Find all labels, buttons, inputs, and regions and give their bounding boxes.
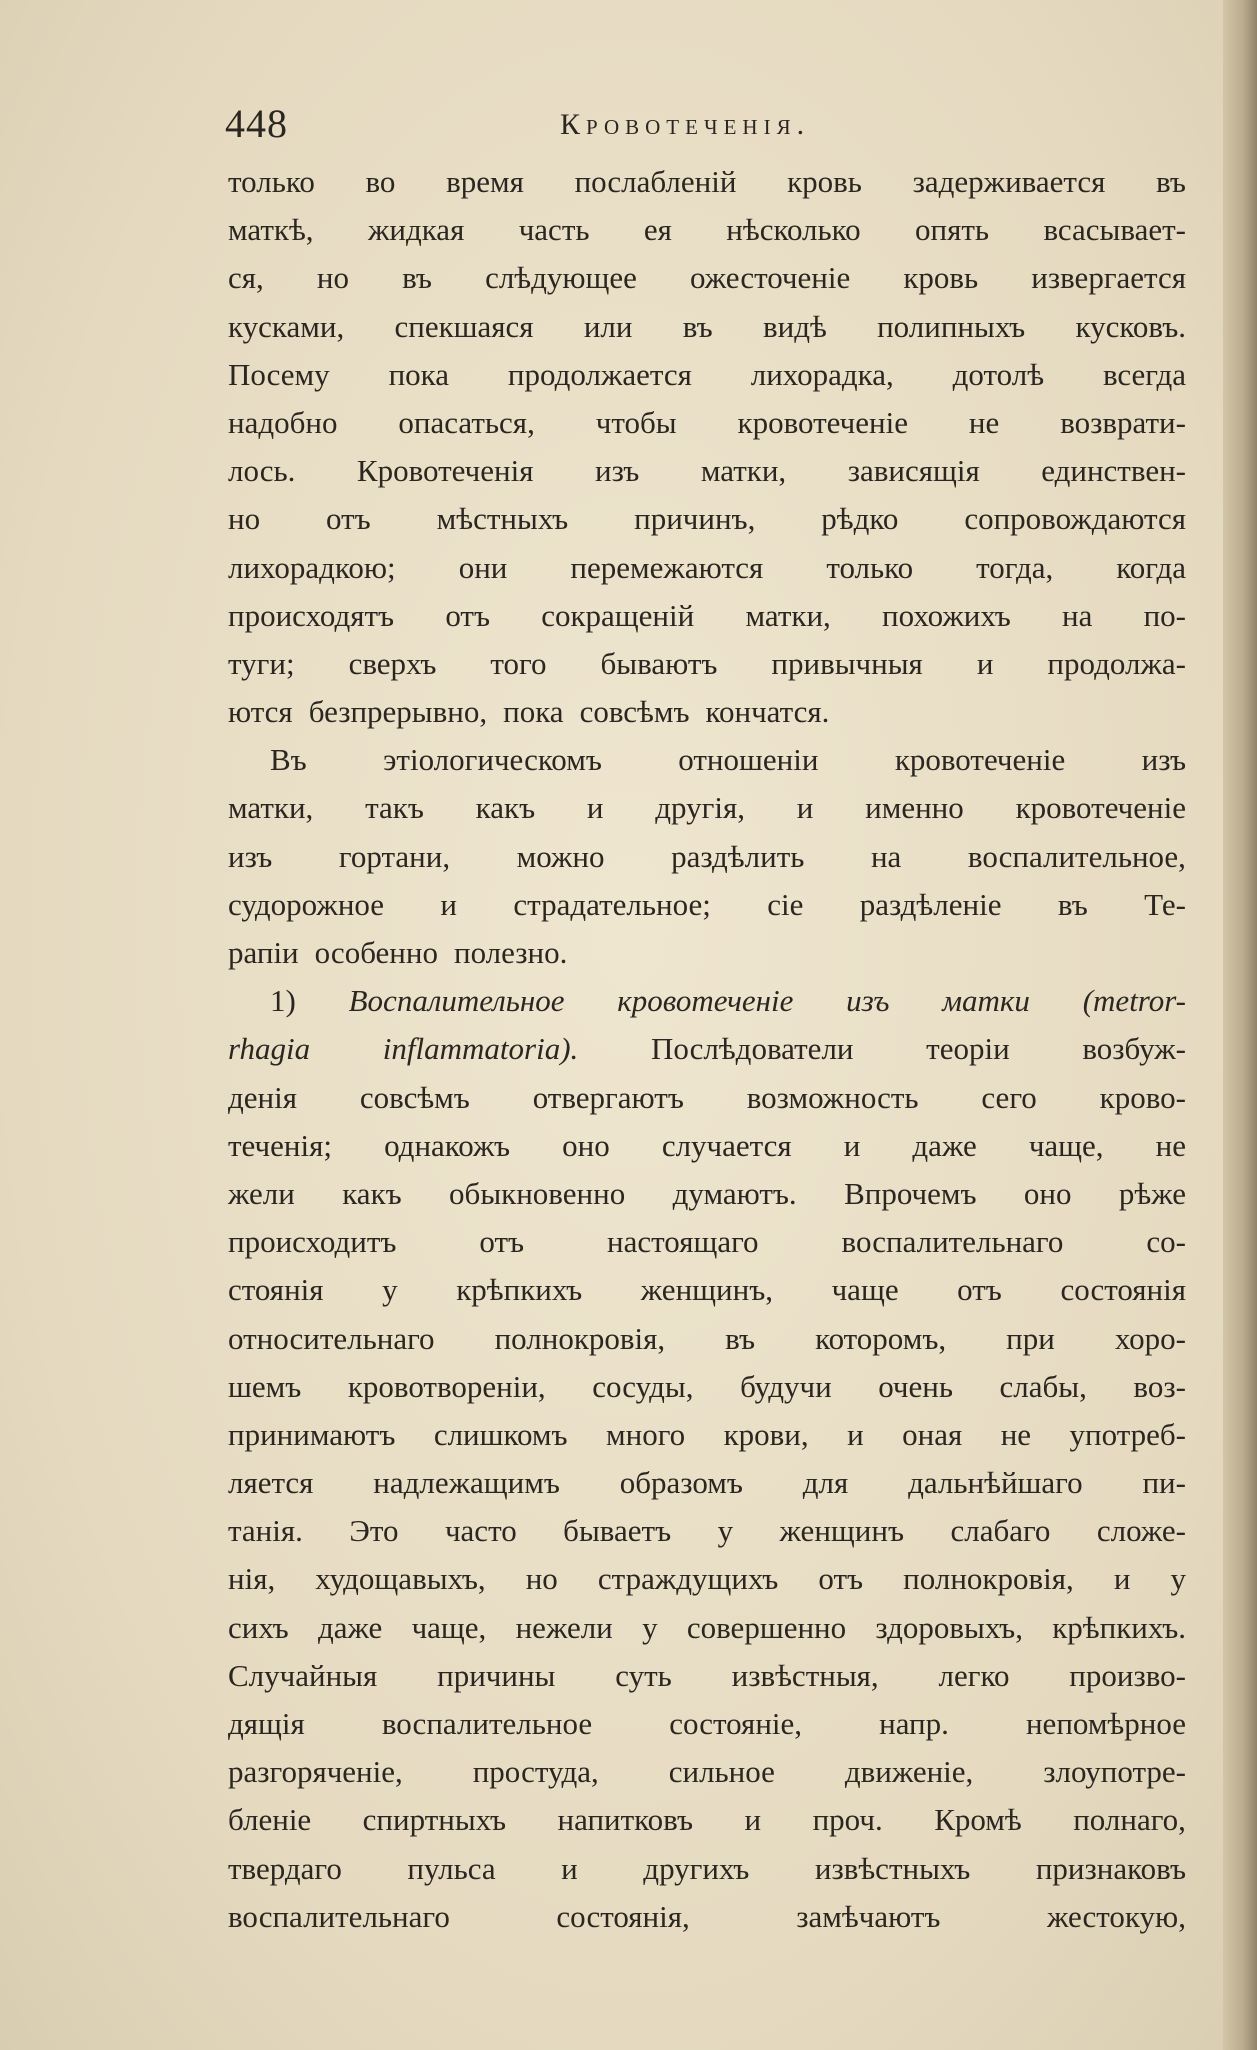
word: и	[847, 1416, 864, 1452]
word: но	[525, 1561, 558, 1597]
text-line	[228, 688, 1186, 736]
word: полнаго,	[1073, 1802, 1186, 1838]
text-line	[228, 1363, 1186, 1411]
word: на	[870, 838, 902, 874]
word: худощавыхъ,	[315, 1561, 486, 1597]
word: даже	[317, 1609, 383, 1645]
word: извѣстныя,	[731, 1657, 879, 1693]
text-line	[228, 1555, 1186, 1603]
word: образомъ	[619, 1465, 743, 1501]
word: полезно.	[454, 935, 568, 970]
word: во	[365, 164, 396, 199]
word: однакожъ	[384, 1127, 511, 1163]
word: единствен-	[1041, 453, 1186, 489]
word: теоріи	[926, 1031, 1010, 1067]
word: бываетъ	[563, 1513, 672, 1549]
word: много	[606, 1416, 686, 1452]
word: такъ	[365, 790, 424, 826]
word: нія,	[228, 1561, 276, 1597]
word: изъ	[595, 453, 640, 489]
word: у	[382, 1272, 398, 1308]
word: настоящаго	[607, 1224, 759, 1260]
word: ются	[228, 694, 293, 730]
word: употреб-	[1069, 1416, 1186, 1452]
word: тогда,	[976, 549, 1054, 585]
text-line	[228, 158, 1186, 206]
text-line	[228, 977, 1186, 1025]
text-line	[228, 495, 1186, 543]
word: замѣчаютъ	[796, 1898, 941, 1934]
word: стоянія	[228, 1272, 324, 1308]
word: относительнаго	[228, 1320, 435, 1356]
word: со-	[1146, 1224, 1186, 1260]
word: слабы,	[999, 1368, 1087, 1404]
word: для	[802, 1465, 849, 1501]
word: послабленій	[574, 164, 737, 199]
word: страдательное;	[513, 886, 711, 922]
word: воспалительнаго	[228, 1898, 450, 1934]
word: изъ	[228, 838, 273, 874]
word: совсѣмъ	[359, 1079, 470, 1115]
word: причины	[437, 1657, 556, 1693]
word: кровотеченіе	[737, 404, 908, 440]
word: сокращеній	[541, 597, 695, 633]
text-line	[228, 1652, 1186, 1700]
word: перемежаются	[570, 549, 764, 585]
word: напр.	[879, 1706, 949, 1741]
text-line	[228, 1845, 1186, 1893]
word: изъ	[846, 983, 890, 1019]
word: простуда,	[472, 1754, 599, 1790]
word: надлежащимъ	[373, 1465, 560, 1501]
word: кусковъ.	[1075, 308, 1186, 344]
text-line	[228, 1459, 1186, 1507]
word: крово-	[1099, 1079, 1186, 1115]
word: Те-	[1144, 886, 1186, 922]
word: спекшаяся	[394, 308, 534, 344]
word: чаще,	[411, 1609, 487, 1645]
word: отъ	[957, 1272, 1002, 1308]
word: Кровотеченія	[356, 453, 534, 489]
text-line	[228, 640, 1186, 688]
word: время	[446, 164, 524, 199]
text-line	[228, 1748, 1186, 1796]
word: того	[490, 645, 547, 681]
text-line	[228, 206, 1186, 254]
text-line	[228, 1170, 1186, 1218]
word: суть	[615, 1657, 672, 1693]
word: движеніе,	[844, 1754, 974, 1790]
word: крѣпкихъ	[456, 1272, 583, 1308]
word: возбуж-	[1082, 1031, 1186, 1067]
word: гортани,	[338, 838, 451, 874]
text-line	[228, 399, 1186, 447]
word: легко	[938, 1657, 1010, 1693]
word: у	[1170, 1561, 1186, 1597]
word: нежели	[515, 1609, 613, 1645]
word: состоянія	[1060, 1272, 1186, 1308]
word: 1)	[270, 983, 296, 1019]
word: матки	[942, 983, 1030, 1019]
book-spine-shadow	[1223, 0, 1257, 2050]
body-text	[228, 158, 1186, 1941]
text-line	[228, 1507, 1186, 1555]
word: пока	[503, 694, 564, 730]
word: дящія	[228, 1706, 305, 1741]
word: въ	[402, 260, 432, 296]
word: причинъ,	[634, 501, 756, 537]
word: какъ	[342, 1175, 402, 1211]
word: ея	[643, 212, 672, 248]
word: извергается	[1031, 260, 1186, 296]
word: полипныхъ	[877, 308, 1026, 344]
word: непомѣрное	[1025, 1706, 1186, 1741]
word: матки,	[700, 453, 787, 489]
text-line	[228, 1025, 1186, 1073]
text-line	[228, 1411, 1186, 1459]
word: страждущихъ	[597, 1561, 779, 1597]
word: пока	[388, 356, 450, 392]
word: будучи	[740, 1368, 832, 1404]
word: сопровождаются	[964, 501, 1186, 537]
word: и	[976, 645, 994, 681]
word: кусками,	[228, 308, 345, 344]
word: теченія;	[228, 1127, 332, 1163]
word: оная	[902, 1416, 963, 1452]
word: какъ	[475, 790, 536, 826]
word: воз-	[1133, 1368, 1186, 1404]
word: не	[968, 404, 1000, 440]
word: рѣдко	[821, 501, 899, 537]
word: особенно	[314, 935, 438, 970]
word: когда	[1116, 549, 1186, 585]
word: и	[440, 886, 458, 922]
word: совершенно	[686, 1609, 847, 1645]
word: дотолѣ	[952, 356, 1045, 392]
word: (metror-	[1082, 983, 1186, 1019]
word: полнокровія,	[903, 1561, 1074, 1597]
word: даже	[912, 1127, 977, 1163]
word: у	[717, 1513, 734, 1549]
word: воспалительное,	[967, 838, 1186, 874]
text-line	[228, 351, 1186, 399]
word: Посему	[228, 356, 330, 392]
word: произво-	[1069, 1657, 1186, 1693]
word: извѣстныхъ	[814, 1850, 971, 1886]
word: въ	[1156, 164, 1186, 199]
word: бленіе	[228, 1802, 312, 1838]
word: кровотеченіе	[617, 983, 794, 1019]
word: Воспалительное	[348, 983, 565, 1019]
text-line	[228, 1122, 1186, 1170]
word: или	[583, 308, 633, 344]
text-line	[228, 1700, 1186, 1748]
word: напитковъ	[557, 1802, 694, 1838]
word: отъ	[445, 597, 490, 633]
word: обыкновенно	[449, 1175, 626, 1211]
word: отъ	[818, 1561, 864, 1597]
word: продолжается	[507, 356, 692, 392]
word: танія.	[228, 1513, 303, 1549]
word: лихорадка,	[750, 356, 894, 392]
word: очень	[878, 1368, 953, 1404]
word: слѣдующее	[485, 260, 637, 296]
word: раздѣлить	[671, 838, 805, 874]
text-line	[228, 447, 1186, 495]
word: случается	[661, 1127, 792, 1163]
word: чаще,	[1028, 1127, 1104, 1163]
word: на	[1061, 597, 1093, 633]
text-line	[228, 736, 1186, 784]
word: дальнѣйшаго	[908, 1465, 1083, 1501]
word: совсѣмъ	[579, 694, 690, 730]
word: и	[561, 1850, 578, 1886]
word: жели	[228, 1175, 295, 1211]
word: бываютъ	[600, 645, 718, 681]
word: состояніе,	[669, 1706, 803, 1741]
word: кончатся.	[705, 694, 830, 730]
word: спиртныхъ	[362, 1802, 507, 1838]
word: всегда	[1102, 356, 1186, 392]
word: но	[316, 260, 349, 296]
word: часть	[518, 212, 590, 248]
word: этіологическомъ	[383, 742, 602, 778]
word: часто	[444, 1513, 517, 1549]
word: отъ	[326, 501, 371, 537]
text-line	[228, 1218, 1186, 1266]
word: принимаютъ	[228, 1416, 396, 1452]
word: Кромѣ	[934, 1802, 1022, 1838]
word: судорожное	[228, 886, 385, 922]
text-line	[228, 1074, 1186, 1122]
text-line	[228, 881, 1186, 929]
word: кровь	[903, 260, 979, 296]
word: они	[458, 549, 508, 585]
word: раздѣленіе	[859, 886, 1002, 922]
word: въ	[725, 1320, 756, 1356]
word: нѣсколько	[726, 212, 861, 248]
word: пульса	[407, 1850, 496, 1886]
word: жестокую,	[1046, 1898, 1186, 1934]
page-number: 448	[225, 101, 288, 146]
word: и	[586, 790, 604, 826]
word: маткѣ,	[228, 212, 314, 248]
word: ожесточеніе	[690, 260, 851, 296]
word: чаще	[831, 1272, 899, 1308]
text-line	[228, 929, 1186, 977]
word: Это	[349, 1513, 399, 1549]
word: твердаго	[228, 1850, 342, 1886]
word: отвергаютъ	[532, 1079, 684, 1115]
word: сверхъ	[348, 645, 437, 681]
word: можно	[516, 838, 605, 874]
word: воспалительнаго	[841, 1224, 1064, 1260]
word: продолжа-	[1047, 645, 1186, 681]
word: сложе-	[1096, 1513, 1186, 1549]
word: слабаго	[950, 1513, 1051, 1549]
word: другихъ	[643, 1850, 750, 1886]
word: задерживается	[912, 164, 1106, 199]
word: матки,	[228, 790, 314, 826]
text-line	[228, 833, 1186, 881]
word: полнокровія,	[494, 1320, 666, 1356]
word: здоровыхъ,	[875, 1609, 1023, 1645]
text-line	[228, 1893, 1186, 1941]
text-line	[228, 784, 1186, 832]
word: чтобы	[595, 404, 677, 440]
word: лось.	[228, 453, 296, 489]
word: при	[1006, 1320, 1055, 1356]
word: рѣже	[1118, 1175, 1186, 1211]
word: состоянія,	[556, 1898, 690, 1934]
word: происходятъ	[228, 597, 395, 633]
word: возможность	[746, 1079, 919, 1115]
word: ся,	[228, 260, 264, 296]
word: по-	[1143, 597, 1186, 633]
text-line	[228, 1315, 1186, 1363]
word: сихъ	[228, 1609, 289, 1645]
word: сильное	[668, 1754, 775, 1790]
text-line	[228, 1604, 1186, 1652]
word: не	[1155, 1127, 1186, 1163]
word: жидкая	[367, 212, 465, 248]
text-line	[228, 303, 1186, 351]
word: въ	[1057, 886, 1088, 922]
word: кровотвореніи,	[347, 1368, 546, 1404]
word: но	[228, 501, 261, 537]
word: признаковъ	[1035, 1850, 1186, 1886]
word: кровотеченіе	[1015, 790, 1186, 826]
word: слишкомъ	[433, 1416, 568, 1452]
word: сіе	[767, 886, 804, 922]
word: Послѣдователи	[650, 1031, 854, 1067]
word: кровотеченіе	[894, 742, 1066, 778]
word: другія,	[655, 790, 745, 826]
word: шемъ	[228, 1368, 302, 1404]
word: оно	[1023, 1175, 1072, 1211]
word: крѣпкихъ.	[1052, 1609, 1186, 1645]
word: оно	[562, 1127, 610, 1163]
text-line	[228, 254, 1186, 302]
word: матки,	[745, 597, 831, 633]
word: Въ	[270, 742, 307, 778]
word: денія	[228, 1079, 297, 1115]
word: и	[744, 1802, 762, 1838]
word: и	[1113, 1561, 1131, 1597]
word: злоупотре-	[1043, 1754, 1186, 1790]
word: и	[843, 1127, 861, 1163]
word: которомъ,	[815, 1320, 947, 1356]
word: rhagia	[228, 1031, 311, 1067]
text-line	[228, 544, 1186, 592]
word: ляется	[228, 1465, 314, 1501]
word: хоро-	[1114, 1320, 1186, 1356]
word: кровь	[787, 164, 862, 199]
word: лихорадкою;	[228, 549, 396, 585]
word: отъ	[479, 1224, 525, 1260]
word: Случайныя	[228, 1657, 378, 1693]
word: отношеніи	[678, 742, 819, 778]
word: видѣ	[762, 308, 827, 344]
word: сего	[981, 1079, 1037, 1115]
word: думаютъ.	[672, 1175, 797, 1211]
running-title: Кровотеченія.	[560, 108, 811, 141]
page-header	[225, 100, 1185, 150]
word: Впрочемъ	[844, 1175, 977, 1211]
word: возврати-	[1060, 404, 1186, 440]
word: у	[642, 1609, 658, 1645]
text-line	[228, 1266, 1186, 1314]
word: пи-	[1142, 1465, 1186, 1501]
word: рапіи	[228, 935, 299, 970]
word: всасывает-	[1043, 212, 1186, 248]
word: сосуды,	[592, 1368, 694, 1404]
word: именно	[865, 790, 964, 826]
word: воспалительное	[381, 1706, 593, 1741]
word: не	[1000, 1416, 1032, 1452]
word: въ	[682, 308, 713, 344]
word: женщинъ	[779, 1513, 904, 1549]
word: и	[796, 790, 814, 826]
word: женщинъ,	[640, 1272, 773, 1308]
word: зависящія	[847, 453, 980, 489]
word: опять	[915, 212, 990, 248]
word: изъ	[1141, 742, 1186, 778]
word: происходитъ	[228, 1224, 397, 1260]
word: только	[228, 164, 315, 199]
word: только	[826, 549, 914, 585]
text-line	[228, 1796, 1186, 1844]
word: привычныя	[771, 645, 923, 681]
word: похожихъ	[882, 597, 1011, 633]
word: проч.	[812, 1802, 883, 1838]
word: опасаться,	[398, 404, 535, 440]
text-line	[228, 592, 1186, 640]
word: туги;	[228, 645, 295, 681]
word: крови,	[723, 1416, 809, 1452]
word: безпрерывно,	[308, 694, 488, 730]
word: надобно	[228, 404, 338, 440]
word: разгоряченіе,	[228, 1754, 403, 1790]
word: мѣстныхъ	[436, 501, 569, 537]
word: inflammatoria).	[382, 1031, 579, 1067]
